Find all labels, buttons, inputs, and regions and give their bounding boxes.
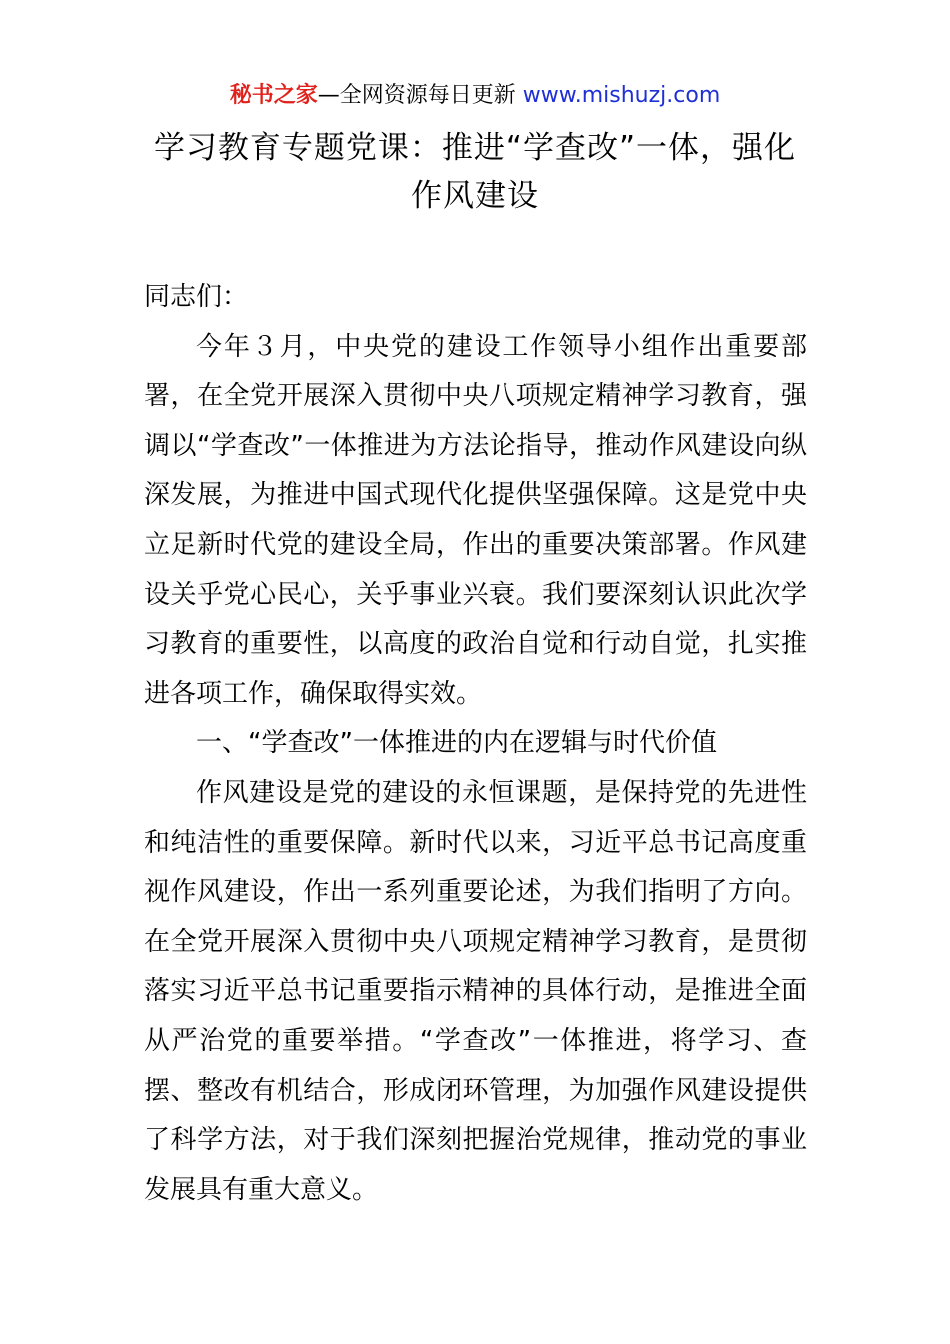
document-body xyxy=(144,273,807,1215)
site-banner xyxy=(0,80,950,112)
section-heading: 一、“学查改”一体推进的内在逻辑与时代价值 xyxy=(196,728,717,759)
paragraph-section-one: 作风建设是党的建设的永恒课题，是保持党的先进性和纯洁性的重要保障。新时代以来，习近平总书记高度重视作风建设，作出一系列重要论述，为我们指明了方向。在全党开展深入贯彻中央八项规定精神学习教育，是贯彻落实习近平总书记重要指示精神的具体行动，是推进全面从严治党的重要举措。“学查改”一体推进，将学习、查摆、整改有机结合，形成闭环管理，为加强作风建设提供了科学方法，对于我们深刻把握治党规律，推动党的事业发展具有重大意义。 xyxy=(144,777,807,1205)
salutation: 同志们： xyxy=(144,282,249,312)
site-name: 秘书之家 xyxy=(229,83,318,108)
document-title: 学习教育专题党课：推进“学查改”一体，强化作风建设 xyxy=(153,130,797,214)
site-url-link[interactable]: www.mishuzj.com xyxy=(522,83,721,108)
site-tagline: —全网资源每日更新 xyxy=(317,83,523,108)
paragraph-intro: 今年３月，中央党的建设工作领导小组作出重要部署，在全党开展深入贯彻中央八项规定精神学习教育，强调以“学查改”一体推进为方法论指导，推动作风建设向纵深发展，为推进中国式现代化提供坚强保障。这是党中央立足新时代党的建设全局，作出的重要决策部署。作风建设关乎党心民心，关乎事业兴衰。我们要深刻认识此次学习教育的重要性，以高度的政治自觉和行动自觉，扎实推进各项工作，确保取得实效。 xyxy=(144,331,807,709)
